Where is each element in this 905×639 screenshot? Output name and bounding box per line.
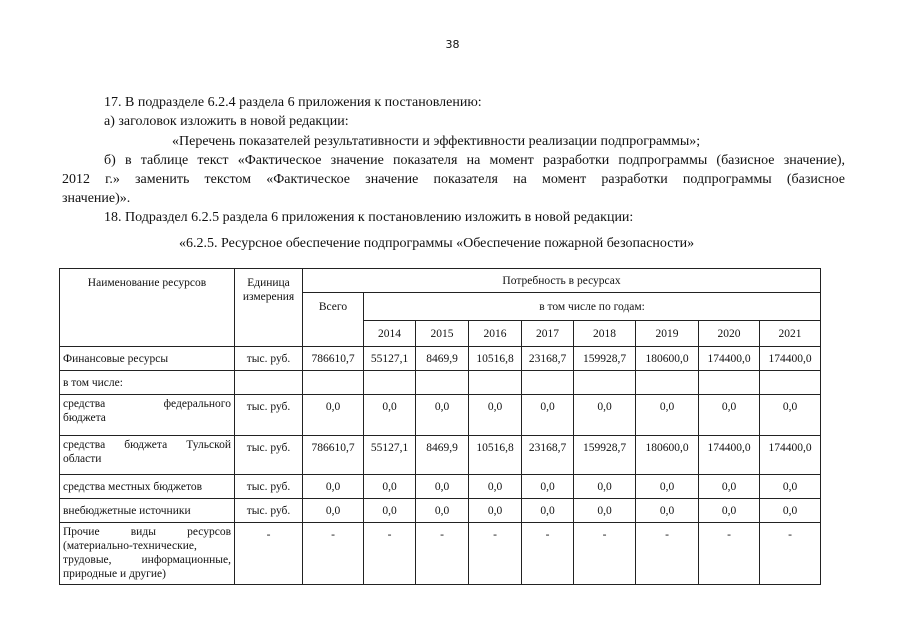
- row-unit: тыс. руб.: [235, 347, 303, 371]
- row-total: 786610,7: [303, 347, 364, 371]
- row-value: 174400,0: [760, 347, 821, 371]
- table-row: [60, 475, 821, 499]
- row-value: -: [574, 523, 636, 585]
- row-value: -: [522, 523, 574, 585]
- year-header: 2016: [469, 321, 522, 347]
- row-value: -: [469, 523, 522, 585]
- row-total: 0,0: [303, 395, 364, 436]
- header-by-years: в том числе по годам:: [364, 293, 821, 321]
- year-header: 2019: [636, 321, 699, 347]
- table-row: [60, 371, 821, 395]
- row-name-line: трудовые, информационные,: [63, 554, 231, 566]
- row-value: 0,0: [522, 395, 574, 436]
- page-number: 38: [445, 38, 460, 51]
- row-value: [469, 371, 522, 395]
- row-value: 0,0: [760, 475, 821, 499]
- row-total: -: [303, 523, 364, 585]
- row-value: 0,0: [574, 475, 636, 499]
- header-need: Потребность в ресурсах: [303, 269, 821, 293]
- table-row: [60, 523, 821, 585]
- row-value: 0,0: [760, 499, 821, 523]
- row-value: 0,0: [636, 499, 699, 523]
- row-name: Финансовые ресурсы: [60, 347, 235, 371]
- paragraph-18: 18. Подраздел 6.2.5 раздела 6 приложения к постановлению изложить в новой редакции:: [104, 210, 634, 225]
- table-row: [60, 436, 821, 475]
- row-value: 174400,0: [760, 436, 821, 475]
- row-value: 0,0: [416, 395, 469, 436]
- section-title: «6.2.5. Ресурсное обеспечение подпрограммы «Обеспечение пожарной безопасности»: [179, 236, 695, 251]
- row-value: 159928,7: [574, 436, 636, 475]
- row-value: 55127,1: [364, 347, 416, 371]
- row-value: 0,0: [522, 499, 574, 523]
- table-header-row: [60, 269, 821, 293]
- year-header: 2014: [364, 321, 416, 347]
- row-value: -: [760, 523, 821, 585]
- row-unit: тыс. руб.: [235, 395, 303, 436]
- row-value: [574, 371, 636, 395]
- year-header: 2017: [522, 321, 574, 347]
- paragraph-17b-line1: б) в таблице текст «Фактическое значение показателя на момент разработки подпрограммы (базисное значение),: [104, 153, 845, 168]
- year-header: 2018: [574, 321, 636, 347]
- row-value: 10516,8: [469, 436, 522, 475]
- row-name: [60, 436, 235, 475]
- row-value: 0,0: [699, 499, 760, 523]
- row-value: -: [699, 523, 760, 585]
- row-value: 0,0: [416, 475, 469, 499]
- row-name: в том числе:: [60, 371, 235, 395]
- paragraph-17a: а) заголовок изложить в новой редакции:: [104, 114, 349, 129]
- row-value: [760, 371, 821, 395]
- row-value: 0,0: [522, 475, 574, 499]
- year-header: 2021: [760, 321, 821, 347]
- row-value: [699, 371, 760, 395]
- row-total: 0,0: [303, 499, 364, 523]
- year-header: 2020: [699, 321, 760, 347]
- row-value: 10516,8: [469, 347, 522, 371]
- row-value: 0,0: [636, 475, 699, 499]
- row-name-line: средства бюджета Тульской: [63, 439, 231, 451]
- paragraph-17b-line3: значение)».: [62, 191, 131, 206]
- row-value: 0,0: [574, 395, 636, 436]
- row-total: [303, 371, 364, 395]
- row-value: 0,0: [699, 395, 760, 436]
- row-name: [60, 523, 235, 585]
- row-value: [522, 371, 574, 395]
- row-unit: -: [235, 523, 303, 585]
- resource-table: [59, 268, 821, 585]
- row-value: 0,0: [364, 475, 416, 499]
- row-value: [416, 371, 469, 395]
- row-unit: тыс. руб.: [235, 499, 303, 523]
- row-value: 23168,7: [522, 347, 574, 371]
- row-name-line: Прочие виды ресурсов: [63, 526, 231, 538]
- row-value: 0,0: [469, 395, 522, 436]
- row-value: 174400,0: [699, 436, 760, 475]
- row-value: 0,0: [364, 395, 416, 436]
- row-value: 0,0: [760, 395, 821, 436]
- table-row: [60, 395, 821, 436]
- row-name-line: природные и другие): [63, 568, 166, 580]
- row-name-line: средства федерального: [63, 398, 231, 410]
- row-value: 0,0: [469, 499, 522, 523]
- row-value: 0,0: [416, 499, 469, 523]
- row-total: 786610,7: [303, 436, 364, 475]
- year-header: 2015: [416, 321, 469, 347]
- row-value: -: [416, 523, 469, 585]
- table-row: [60, 499, 821, 523]
- header-name: Наименование ресурсов: [60, 269, 235, 347]
- table-row: [60, 347, 821, 371]
- row-unit: тыс. руб.: [235, 436, 303, 475]
- row-value: 180600,0: [636, 436, 699, 475]
- row-unit: тыс. руб.: [235, 475, 303, 499]
- row-name: [60, 395, 235, 436]
- row-value: 23168,7: [522, 436, 574, 475]
- row-value: 0,0: [636, 395, 699, 436]
- row-name-line: бюджета: [63, 412, 106, 424]
- row-name-line: (материально-технические,: [63, 540, 197, 552]
- row-unit: [235, 371, 303, 395]
- row-value: 180600,0: [636, 347, 699, 371]
- paragraph-17b-line2: 2012 г.» заменить текстом «Фактическое значение показателя на момент разработки подпрограммы (базисное: [62, 172, 845, 187]
- row-value: -: [636, 523, 699, 585]
- row-value: 55127,1: [364, 436, 416, 475]
- row-name: средства местных бюджетов: [60, 475, 235, 499]
- row-value: 0,0: [469, 475, 522, 499]
- paragraph-17a-quote: «Перечень показателей результативности и эффективности реализации подпрограммы»;: [172, 134, 701, 149]
- header-total: Всего: [303, 293, 364, 347]
- row-name: внебюджетные источники: [60, 499, 235, 523]
- row-value: [636, 371, 699, 395]
- row-value: 8469,9: [416, 436, 469, 475]
- row-value: -: [364, 523, 416, 585]
- row-value: 0,0: [699, 475, 760, 499]
- row-value: 0,0: [364, 499, 416, 523]
- row-value: 174400,0: [699, 347, 760, 371]
- row-name-line: области: [63, 453, 102, 465]
- row-value: 0,0: [574, 499, 636, 523]
- row-total: 0,0: [303, 475, 364, 499]
- row-value: 8469,9: [416, 347, 469, 371]
- paragraph-17: 17. В подразделе 6.2.4 раздела 6 приложения к постановлению:: [104, 95, 482, 110]
- header-unit: Единица измерения: [235, 269, 303, 347]
- row-value: [364, 371, 416, 395]
- row-value: 159928,7: [574, 347, 636, 371]
